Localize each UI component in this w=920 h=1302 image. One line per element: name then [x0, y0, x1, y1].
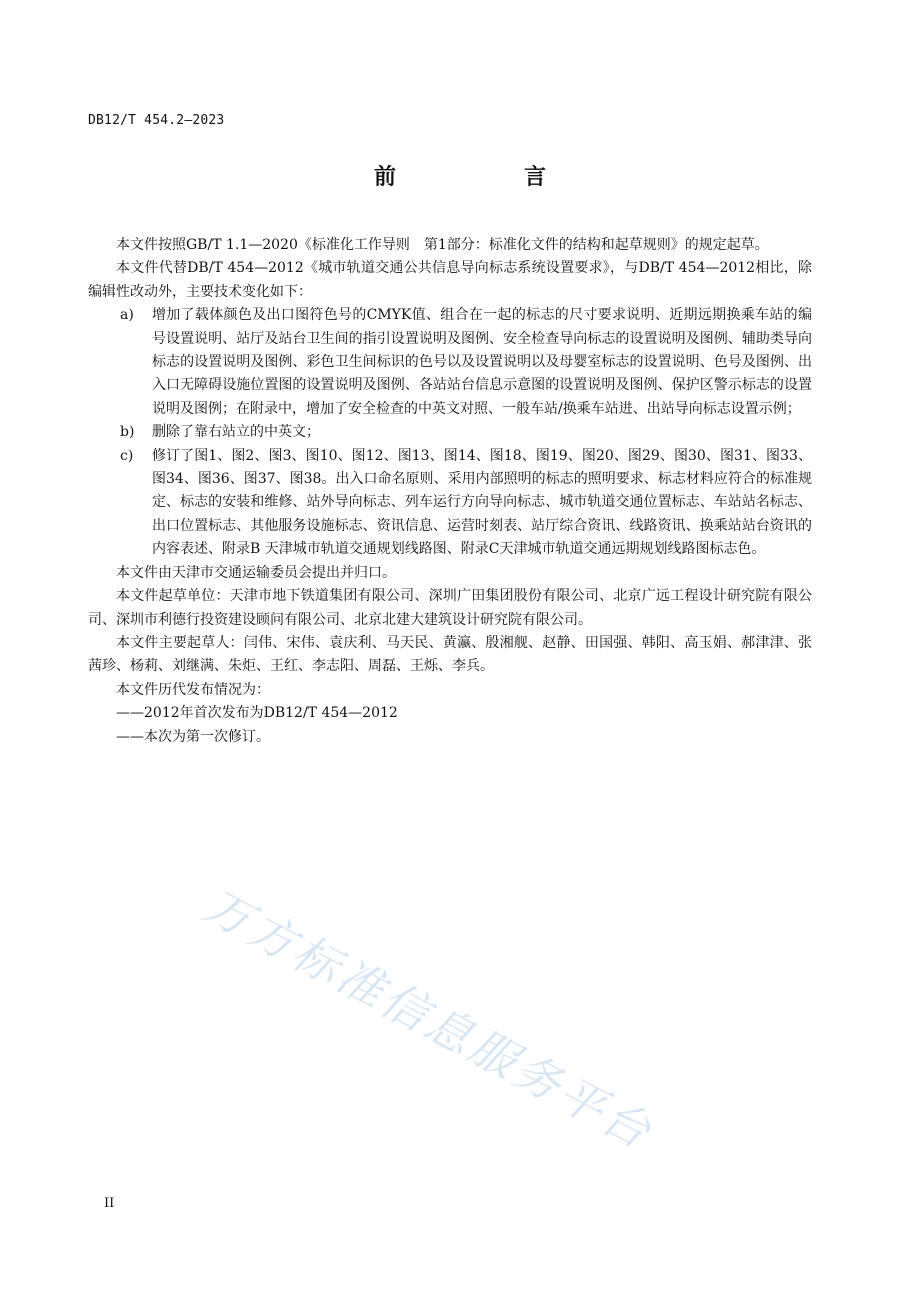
- paragraph-drafting-rules: 本文件按照GB/T 1.1—2020《标准化工作导则 第1部分：标准化文件的结构和起草规则》的规定起草。: [116, 237, 769, 253]
- list-item-text: 修订了图1、图2、图3、图10、图12、图13、图14、图18、图19、图20、图29、图30、图31、图33、图34、图36、图37、图38。出入口命名原则、采用内部照明的标志的照明要求、标志材料应符合的标准规定、标志的安装和维修、站外导向标志、列车运行方向导向标志、城市轨道交通位置标志、车站站名标志、出口位置标志、其他服务设施标志、资讯信息、运营时刻表、站厅综合资讯、线路资讯、换乘站站台资讯的内容表述、附录B 天津城市轨道交通规划线路图、附录C天津城市轨道交通远期规划线路图标志色。: [152, 447, 812, 558]
- list-marker: b): [120, 424, 135, 441]
- list-item: [88, 445, 812, 562]
- paragraph-replacement: 本文件代替DB/T 454—2012《城市轨道交通公共信息导向标志系统设置要求》，与DB/T 454—2012相比，除编辑性改动外，主要技术变化如下：: [88, 260, 812, 300]
- page-title: 前 言: [373, 165, 574, 190]
- document-body: [88, 234, 812, 749]
- paragraph-history-intro: 本文件历代发布情况为：: [116, 681, 270, 698]
- document-code: DB12/T 454.2—2023: [88, 113, 225, 128]
- watermark-text: 万方标准信息服务平台: [195, 877, 663, 1161]
- history-item: ——2012年首次发布为DB12/T 454—2012: [116, 705, 398, 722]
- page-number: II: [104, 1196, 115, 1211]
- list-item-text: 增加了载体颜色及出口图符色号的CMYK值、组合在一起的标志的尺寸要求说明、近期远期换乘车站的编号设置说明、站厅及站台卫生间的指引设置说明及图例、安全检查导向标志的设置说明及图例、辅助类导向标志的设置说明及图例、彩色卫生间标识的色号以及设置说明以及母婴室标志的设置说明、色号及图例、出入口无障碍设施位置图的设置说明及图例、各站站台信息示意图的设置说明及图例、保护区警示标志的设置说明及图例；在附录中，增加了安全检查的中英文对照、一般车站/换乘车站进、出站导向标志设置示例；: [152, 307, 812, 417]
- paragraph-proposer: 本文件由天津市交通运输委员会提出并归口。: [116, 564, 396, 581]
- paragraph-drafters: 本文件主要起草人：闫伟、宋伟、袁庆利、马天民、黄瀛、殷湘舰、赵静、田国强、韩阳、高玉娟、郝津津、张茜珍、杨莉、刘继满、朱炬、王红、李志阳、周磊、王烁、李兵。: [88, 634, 812, 675]
- list-item: [88, 421, 812, 444]
- paragraph-drafting-units: 本文件起草单位：天津市地下铁道集团有限公司、深圳广田集团股份有限公司、北京广远工程设计研究院有限公司、深圳市利德行投资建设顾问有限公司、北京北建大建筑设计研究院有限公司。: [88, 588, 812, 628]
- list-marker: c): [120, 447, 134, 464]
- list-item-text: 删除了靠右站立的中英文；: [152, 424, 320, 441]
- list-item: [88, 304, 812, 421]
- history-item: ——本次为第一次修订。: [116, 728, 270, 745]
- list-marker: a): [120, 307, 134, 324]
